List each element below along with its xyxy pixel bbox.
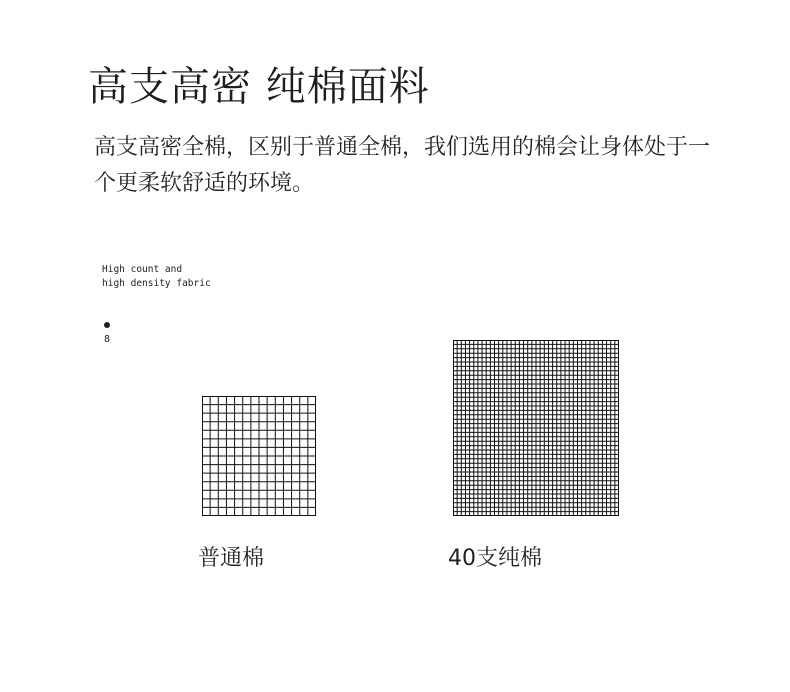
marker-glyph: 8	[104, 334, 111, 345]
page-title: 高支高密 纯棉面料	[88, 64, 430, 110]
english-caption-line-2: high density fabric	[102, 278, 211, 289]
english-caption	[102, 263, 211, 291]
description-text: 高支高密全棉，区别于普通全棉，我们选用的棉会让身体处于一个更柔软舒适的环境。	[94, 135, 711, 196]
regular-cotton-weave-swatch	[202, 396, 316, 516]
english-caption-line-1: High count and	[102, 264, 183, 275]
40s-cotton-weave-swatch	[453, 340, 619, 516]
40s-cotton-label: 40支纯棉	[448, 546, 542, 571]
regular-cotton-label: 普通棉	[198, 546, 265, 571]
bullet-dot-icon	[104, 322, 110, 328]
